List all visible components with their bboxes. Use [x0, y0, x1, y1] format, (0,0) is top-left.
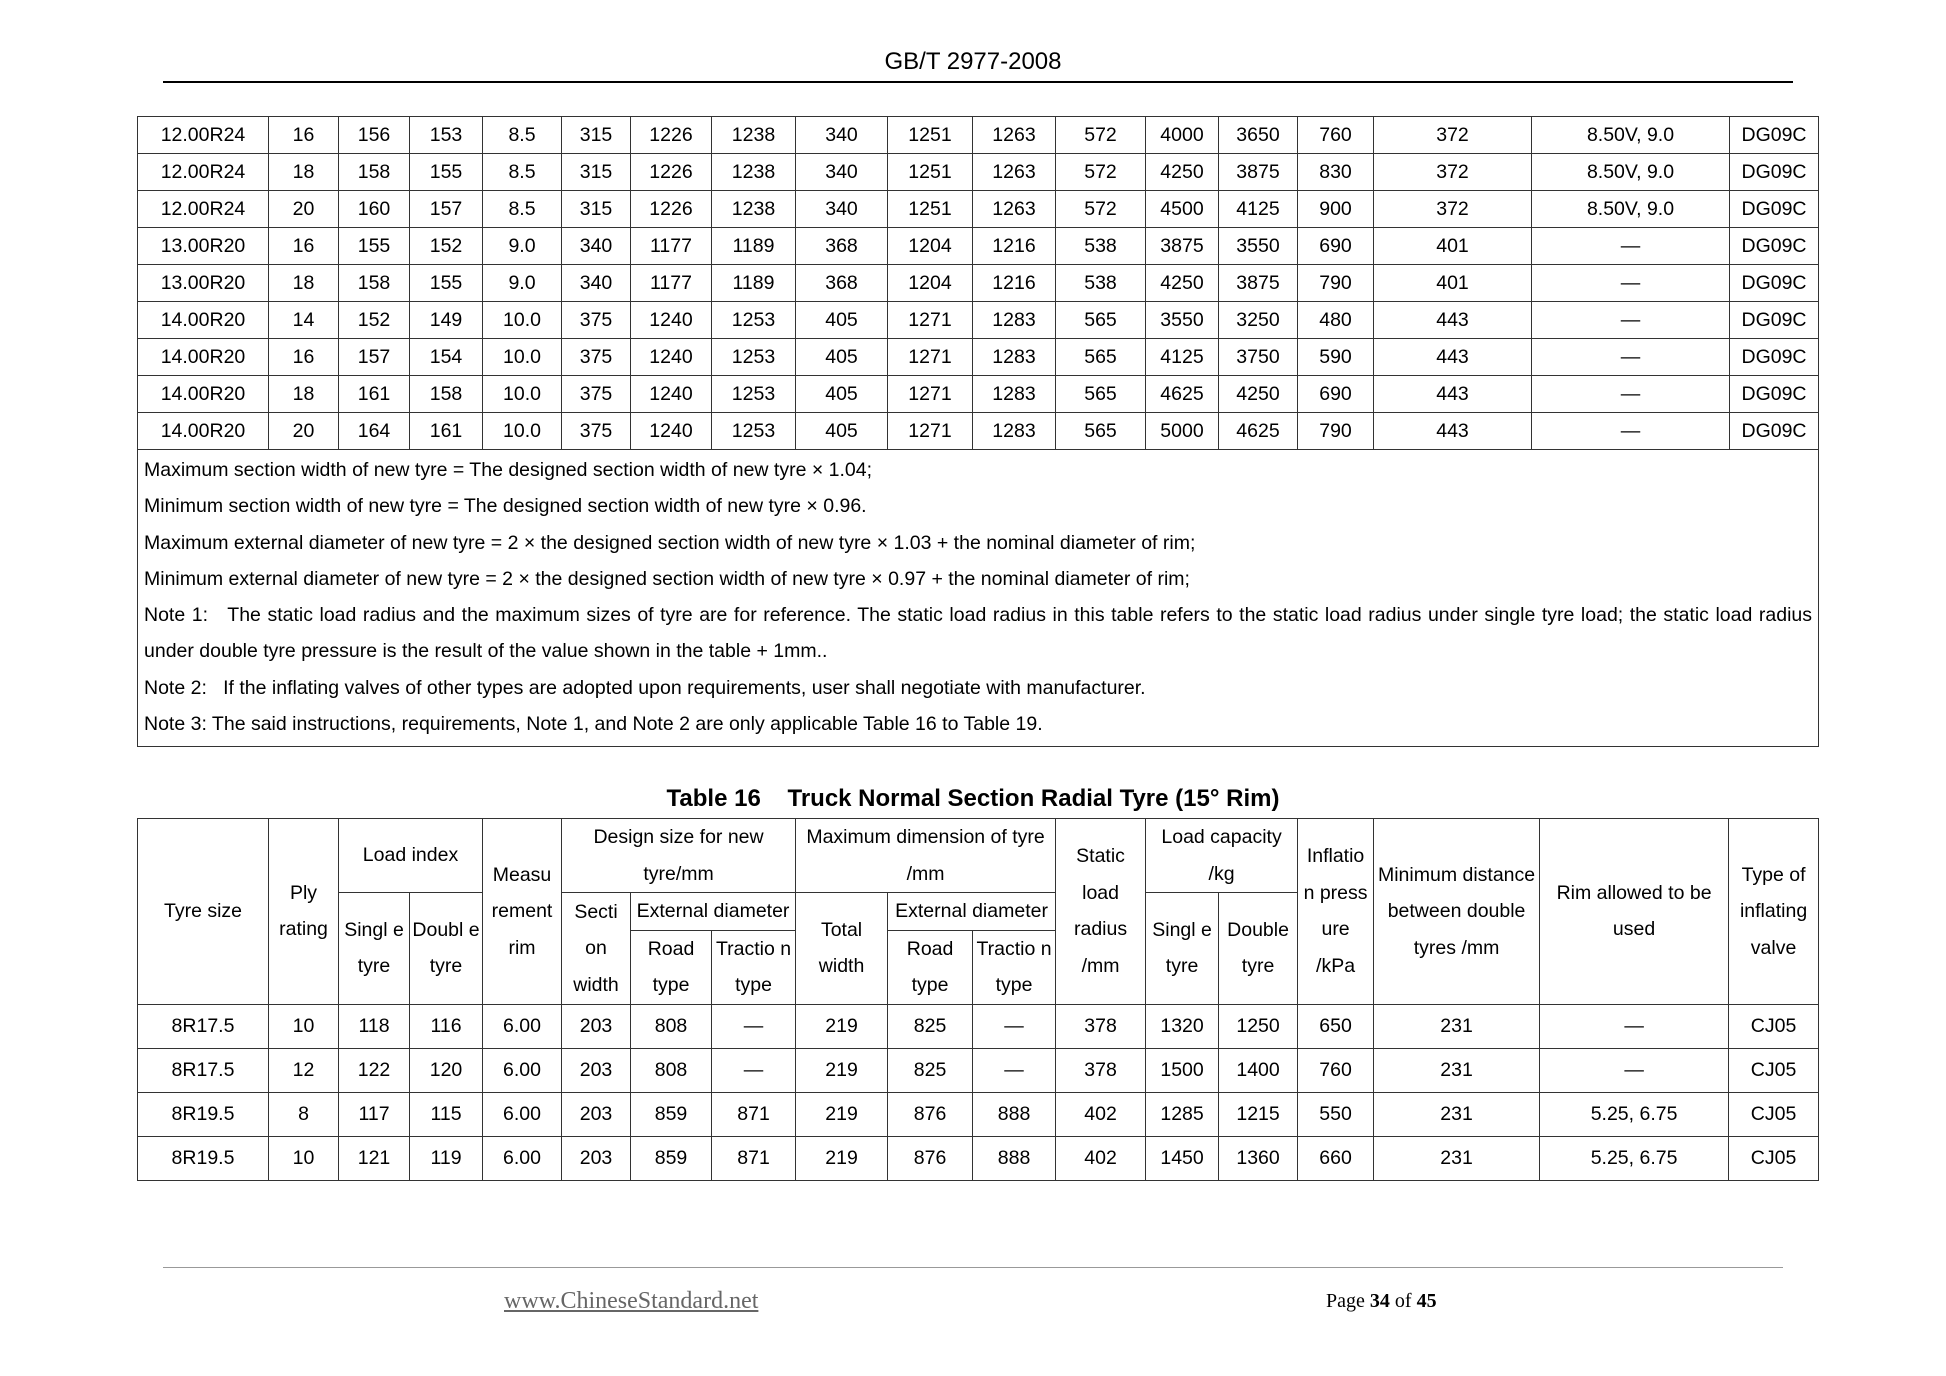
table-cell: 12.00R24 [138, 117, 269, 154]
table-cell: 8R19.5 [138, 1136, 269, 1180]
table-cell: CJ05 [1729, 1004, 1819, 1048]
table-cell: 1450 [1146, 1136, 1219, 1180]
current-page: 34 [1369, 1290, 1390, 1312]
table-cell: 1177 [631, 265, 712, 302]
table-cell: 1285 [1146, 1092, 1219, 1136]
table-cell: 4125 [1146, 339, 1219, 376]
table-cell: DG09C [1730, 339, 1819, 376]
table-cell: 565 [1056, 302, 1146, 339]
table-cell: 1240 [631, 339, 712, 376]
table-cell: — [973, 1048, 1056, 1092]
table-cell: 164 [339, 413, 410, 450]
table-cell: 203 [562, 1004, 631, 1048]
page-of: of [1389, 1290, 1417, 1312]
table-row [138, 1136, 1819, 1180]
table-cell: DG09C [1730, 228, 1819, 265]
table-cell: — [1532, 413, 1730, 450]
table-cell: 1271 [888, 339, 973, 376]
table-cell: 340 [796, 117, 888, 154]
table-cell: 8R17.5 [138, 1048, 269, 1092]
table-cell: DG09C [1730, 191, 1819, 228]
table-cell: 859 [631, 1092, 712, 1136]
table-cell: 760 [1298, 117, 1374, 154]
table-cell: 538 [1056, 228, 1146, 265]
table-cell: 14.00R20 [138, 413, 269, 450]
table-cell: 1238 [712, 117, 796, 154]
table-15-continued [137, 116, 1819, 747]
table-row [138, 265, 1819, 302]
table-cell: 405 [796, 339, 888, 376]
table-cell: 900 [1298, 191, 1374, 228]
table-cell: 4250 [1146, 265, 1219, 302]
table-cell: 4250 [1146, 154, 1219, 191]
table-cell: 572 [1056, 154, 1146, 191]
table-cell: 155 [410, 265, 483, 302]
header-load-capacity-double: Double tyre [1219, 893, 1298, 1005]
table-cell: 443 [1374, 376, 1532, 413]
table-cell: 3650 [1219, 117, 1298, 154]
table-cell: 5.25, 6.75 [1540, 1092, 1729, 1136]
footer-rule [163, 1267, 1783, 1268]
table-cell: — [712, 1004, 796, 1048]
table-cell: 375 [562, 376, 631, 413]
table-cell: 888 [973, 1092, 1056, 1136]
table-cell: 152 [339, 302, 410, 339]
table-cell: 690 [1298, 228, 1374, 265]
table-cell: 550 [1298, 1092, 1374, 1136]
table-cell: 405 [796, 376, 888, 413]
table-cell: 375 [562, 302, 631, 339]
table-cell: 443 [1374, 302, 1532, 339]
header-design-external-diameter: External diameter [631, 893, 796, 931]
table-cell: 118 [339, 1004, 410, 1048]
table-cell: 203 [562, 1048, 631, 1092]
table-cell: 565 [1056, 339, 1146, 376]
note-line: Minimum external diameter of new tyre = 2 × the designed section width of new tyre × 0.97 + the nominal diameter of rim; [144, 567, 1190, 590]
table-cell: 158 [339, 154, 410, 191]
header-measurement-rim: Measu rement rim [483, 819, 562, 1005]
table-cell: 1251 [888, 191, 973, 228]
table-cell: 368 [796, 228, 888, 265]
table-cell: 9.0 [483, 265, 562, 302]
table-cell: 1500 [1146, 1048, 1219, 1092]
table-cell: 1251 [888, 154, 973, 191]
table-cell: 808 [631, 1004, 712, 1048]
table-cell: DG09C [1730, 265, 1819, 302]
table-cell: 1253 [712, 413, 796, 450]
table-cell: 10 [269, 1136, 339, 1180]
header-rim-allowed: Rim allowed to be used [1540, 819, 1729, 1005]
table-cell: 231 [1374, 1048, 1540, 1092]
table-cell: 3250 [1219, 302, 1298, 339]
table-cell: 1400 [1219, 1048, 1298, 1092]
table-cell: 1226 [631, 154, 712, 191]
table-cell: 690 [1298, 376, 1374, 413]
table-cell: 1253 [712, 376, 796, 413]
table-cell: — [1532, 228, 1730, 265]
table-cell: 115 [410, 1092, 483, 1136]
table-cell: 1263 [973, 191, 1056, 228]
table-cell: 1253 [712, 339, 796, 376]
table-cell: 153 [410, 117, 483, 154]
table-cell: 375 [562, 339, 631, 376]
table-cell: 20 [269, 191, 339, 228]
table-cell: — [973, 1004, 1056, 1048]
table-row [138, 413, 1819, 450]
page-number [1326, 1290, 1437, 1313]
header-ply-rating: Ply rating [269, 819, 339, 1005]
table-cell: 219 [796, 1136, 888, 1180]
table-cell: 1204 [888, 228, 973, 265]
table-cell: 8.50V, 9.0 [1532, 191, 1730, 228]
table-cell: 1215 [1219, 1092, 1298, 1136]
header-max-traction-type: Tractio n type [973, 930, 1056, 1004]
table-cell: 375 [562, 413, 631, 450]
table-cell: 117 [339, 1092, 410, 1136]
table-cell: 8 [269, 1092, 339, 1136]
table-cell: 876 [888, 1092, 973, 1136]
total-pages: 45 [1416, 1290, 1437, 1312]
table-cell: 401 [1374, 228, 1532, 265]
note-line: Maximum external diameter of new tyre = 2 × the designed section width of new tyre × 1.03 + the nominal diameter of rim; [144, 531, 1196, 554]
table-cell: 315 [562, 191, 631, 228]
table-cell: 401 [1374, 265, 1532, 302]
table-cell: 572 [1056, 191, 1146, 228]
notes-row [138, 450, 1819, 747]
table-cell: 8.5 [483, 154, 562, 191]
table-cell: DG09C [1730, 117, 1819, 154]
table-cell: 4000 [1146, 117, 1219, 154]
table-cell: 8.5 [483, 191, 562, 228]
note-line: Maximum section width of new tyre = The designed section width of new tyre × 1.04; [144, 459, 873, 481]
table-cell: 808 [631, 1048, 712, 1092]
table-cell: 6.00 [483, 1048, 562, 1092]
table-cell: 16 [269, 339, 339, 376]
table-cell: 1283 [973, 302, 1056, 339]
table-cell: 830 [1298, 154, 1374, 191]
table-cell: 402 [1056, 1092, 1146, 1136]
table-cell: 372 [1374, 117, 1532, 154]
header-design-size: Design size for new tyre/mm [562, 819, 796, 893]
note-line: Note 2: If the inflating valves of other types are adopted upon requirements, user shall negotiate with manufacturer. [144, 676, 1146, 699]
table-cell: 1251 [888, 117, 973, 154]
table-cell: 10.0 [483, 302, 562, 339]
table-cell: 4625 [1146, 376, 1219, 413]
table-cell: 1253 [712, 302, 796, 339]
table-cell: 405 [796, 302, 888, 339]
table-cell: 203 [562, 1136, 631, 1180]
table-cell: 1283 [973, 376, 1056, 413]
table-cell: 1271 [888, 413, 973, 450]
table-16-title: Table 16 Truck Normal Section Radial Tyre (15° Rim) [666, 785, 1280, 812]
table-cell: 14.00R20 [138, 376, 269, 413]
table-cell: 1226 [631, 191, 712, 228]
table-cell: 3875 [1219, 154, 1298, 191]
table-cell: 10.0 [483, 339, 562, 376]
table-cell: 6.00 [483, 1136, 562, 1180]
table-cell: 1250 [1219, 1004, 1298, 1048]
table-cell: 340 [562, 228, 631, 265]
table-cell: 18 [269, 376, 339, 413]
table-cell: 156 [339, 117, 410, 154]
table-cell: 3550 [1146, 302, 1219, 339]
table-cell: 1238 [712, 191, 796, 228]
table-cell: 219 [796, 1048, 888, 1092]
table-cell: 10.0 [483, 376, 562, 413]
table-cell: DG09C [1730, 302, 1819, 339]
table-cell: DG09C [1730, 376, 1819, 413]
table-cell: — [1532, 265, 1730, 302]
table-cell: — [1532, 302, 1730, 339]
table-cell: 157 [339, 339, 410, 376]
table-cell: 1360 [1219, 1136, 1298, 1180]
table-cell: 6.00 [483, 1092, 562, 1136]
table-cell: 859 [631, 1136, 712, 1180]
note-line: Note 3: The said instructions, requirements, Note 1, and Note 2 are only applicable Table 16 to Table 19. [144, 713, 1043, 736]
table-cell: 1216 [973, 228, 1056, 265]
header-load-capacity: Load capacity /kg [1146, 819, 1298, 893]
table-row [138, 228, 1819, 265]
table-cell: 160 [339, 191, 410, 228]
table-cell: 154 [410, 339, 483, 376]
table-cell: 8R17.5 [138, 1004, 269, 1048]
table-cell: 1189 [712, 228, 796, 265]
header-load-index: Load index [339, 819, 483, 893]
header-load-index-single: Singl e tyre [339, 893, 410, 1005]
table-cell: 1271 [888, 376, 973, 413]
table-cell: 18 [269, 265, 339, 302]
table-cell: 157 [410, 191, 483, 228]
table-cell: 16 [269, 228, 339, 265]
page-prefix: Page [1326, 1290, 1370, 1312]
table-cell: 8.5 [483, 117, 562, 154]
header-min-distance: Minimum distance between double tyres /mm [1374, 819, 1540, 1005]
table-cell: 1240 [631, 376, 712, 413]
table-cell: 790 [1298, 413, 1374, 450]
table-cell: CJ05 [1729, 1048, 1819, 1092]
table-cell: 12 [269, 1048, 339, 1092]
header-design-road-type: Road type [631, 930, 712, 1004]
table-row [138, 154, 1819, 191]
header-tyre-size: Tyre size [138, 819, 269, 1005]
table-cell: 315 [562, 154, 631, 191]
table-cell: 340 [796, 191, 888, 228]
table-cell: 6.00 [483, 1004, 562, 1048]
header-total-width: Total width [796, 893, 888, 1005]
table-cell: 161 [410, 413, 483, 450]
table-cell: 158 [410, 376, 483, 413]
table-cell: 565 [1056, 413, 1146, 450]
table-cell: 871 [712, 1092, 796, 1136]
document-header: GB/T 2977-2008 [884, 48, 1062, 75]
table-cell: 1216 [973, 265, 1056, 302]
table-cell: 378 [1056, 1004, 1146, 1048]
table-cell: 121 [339, 1136, 410, 1180]
table-cell: 14 [269, 302, 339, 339]
table-cell: 3550 [1219, 228, 1298, 265]
table-row [138, 1004, 1819, 1048]
note-line: Note 1: The static load radius and the maximum sizes of tyre are for reference. The static load radius in this table refers to the static load radius under single tyre load; the static load radius under double tyre pressure is the result of the value shown in the table + 1mm.. [144, 604, 1818, 663]
header-valve-type: Type of inflating valve [1729, 819, 1819, 1005]
table-row [138, 376, 1819, 413]
table-cell: 4125 [1219, 191, 1298, 228]
table-cell: 116 [410, 1004, 483, 1048]
table-cell: — [1532, 339, 1730, 376]
table-cell: 1238 [712, 154, 796, 191]
table-row [138, 191, 1819, 228]
table-cell: 8.50V, 9.0 [1532, 117, 1730, 154]
table-cell: — [1532, 376, 1730, 413]
table-cell: 231 [1374, 1136, 1540, 1180]
table-cell: 876 [888, 1136, 973, 1180]
table-cell: 1240 [631, 302, 712, 339]
table-cell: 1189 [712, 265, 796, 302]
header-max-external-diameter: External diameter [888, 893, 1056, 931]
table-cell: 340 [562, 265, 631, 302]
table-cell: 443 [1374, 413, 1532, 450]
table-cell: 155 [339, 228, 410, 265]
table-cell: 120 [410, 1048, 483, 1092]
table-cell: 4250 [1219, 376, 1298, 413]
table-cell: 378 [1056, 1048, 1146, 1092]
table-cell: 5000 [1146, 413, 1219, 450]
table-row [138, 339, 1819, 376]
table-cell: 14.00R20 [138, 302, 269, 339]
table-row [138, 117, 1819, 154]
table-cell: 402 [1056, 1136, 1146, 1180]
table-cell: 760 [1298, 1048, 1374, 1092]
table-cell: 480 [1298, 302, 1374, 339]
table-cell: 12.00R24 [138, 154, 269, 191]
table-cell: DG09C [1730, 154, 1819, 191]
table-cell: 888 [973, 1136, 1056, 1180]
table-cell: 1263 [973, 154, 1056, 191]
table-cell: 443 [1374, 339, 1532, 376]
table-16 [137, 818, 1819, 1181]
table-cell: 231 [1374, 1092, 1540, 1136]
table-cell: DG09C [1730, 413, 1819, 450]
table-cell: 1240 [631, 413, 712, 450]
header-section-width: Secti on width [562, 893, 631, 1005]
table-cell: 122 [339, 1048, 410, 1092]
table-cell: 340 [796, 154, 888, 191]
table-cell: 9.0 [483, 228, 562, 265]
header-max-dimension: Maximum dimension of tyre /mm [796, 819, 1056, 893]
table-cell: 20 [269, 413, 339, 450]
table-cell: 14.00R20 [138, 339, 269, 376]
table-cell: 203 [562, 1092, 631, 1136]
table-cell: 4500 [1146, 191, 1219, 228]
table-cell: 5.25, 6.75 [1540, 1136, 1729, 1180]
table-row [138, 302, 1819, 339]
table-cell: 16 [269, 117, 339, 154]
table-cell: 565 [1056, 376, 1146, 413]
header-load-index-double: Doubl e tyre [410, 893, 483, 1005]
note-line: Minimum section width of new tyre = The designed section width of new tyre × 0.96. [144, 495, 867, 518]
table-cell: 12.00R24 [138, 191, 269, 228]
table-cell: CJ05 [1729, 1092, 1819, 1136]
table-cell: 3875 [1219, 265, 1298, 302]
table-cell: — [712, 1048, 796, 1092]
table-cell: 1263 [973, 117, 1056, 154]
table-cell: CJ05 [1729, 1136, 1819, 1180]
table-cell: 149 [410, 302, 483, 339]
table-cell: 155 [410, 154, 483, 191]
notes-cell [138, 450, 1819, 747]
table-cell: 538 [1056, 265, 1146, 302]
header-load-capacity-single: Singl e tyre [1146, 893, 1219, 1005]
table-cell: 4625 [1219, 413, 1298, 450]
header-static-load-radius: Static load radius /mm [1056, 819, 1146, 1005]
table-cell: 372 [1374, 154, 1532, 191]
header-inflation-pressure: Inflatio n press ure /kPa [1298, 819, 1374, 1005]
header-rule [163, 81, 1793, 83]
table-cell: 650 [1298, 1004, 1374, 1048]
table-cell: 231 [1374, 1004, 1540, 1048]
table-cell: 1283 [973, 413, 1056, 450]
table-cell: 18 [269, 154, 339, 191]
table-cell: 158 [339, 265, 410, 302]
table-cell: 1226 [631, 117, 712, 154]
table-cell: 572 [1056, 117, 1146, 154]
table-cell: 368 [796, 265, 888, 302]
table-cell: 372 [1374, 191, 1532, 228]
table-row [138, 1092, 1819, 1136]
table-cell: 315 [562, 117, 631, 154]
footer-website-link[interactable]: www.ChineseStandard.net [504, 1288, 759, 1314]
table-cell: 1271 [888, 302, 973, 339]
table-cell: 1177 [631, 228, 712, 265]
table-cell: 13.00R20 [138, 228, 269, 265]
table-cell: — [1540, 1004, 1729, 1048]
table-cell: 219 [796, 1004, 888, 1048]
table-cell: 1283 [973, 339, 1056, 376]
table-cell: 871 [712, 1136, 796, 1180]
table-cell: 161 [339, 376, 410, 413]
table-cell: 790 [1298, 265, 1374, 302]
table-cell: 1320 [1146, 1004, 1219, 1048]
table-cell: 405 [796, 413, 888, 450]
table-row [138, 1048, 1819, 1092]
table-cell: 3750 [1219, 339, 1298, 376]
table-cell: 660 [1298, 1136, 1374, 1180]
header-design-traction-type: Tractio n type [712, 930, 796, 1004]
table-cell: 825 [888, 1004, 973, 1048]
table-cell: 10 [269, 1004, 339, 1048]
header-max-road-type: Road type [888, 930, 973, 1004]
table-cell: 10.0 [483, 413, 562, 450]
table-cell: — [1540, 1048, 1729, 1092]
table-cell: 3875 [1146, 228, 1219, 265]
table-cell: 219 [796, 1092, 888, 1136]
table-cell: 8.50V, 9.0 [1532, 154, 1730, 191]
table-cell: 1204 [888, 265, 973, 302]
table-cell: 152 [410, 228, 483, 265]
table-cell: 13.00R20 [138, 265, 269, 302]
table-cell: 8R19.5 [138, 1092, 269, 1136]
table-cell: 590 [1298, 339, 1374, 376]
table-cell: 825 [888, 1048, 973, 1092]
table-cell: 119 [410, 1136, 483, 1180]
